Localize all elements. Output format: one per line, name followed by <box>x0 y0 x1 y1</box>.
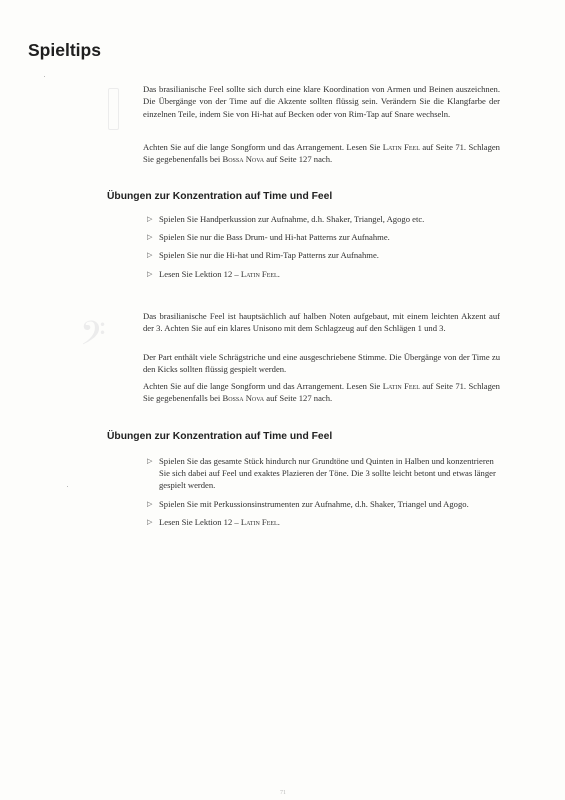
list-item: ▷ Lesen Sie Lektion 12 – Latin Feel. <box>147 516 280 527</box>
list-item: ▷ Spielen Sie mit Perkussionsinstrumenten zur Aufnahme, d.h. Shaker, Triangel und Agogo. <box>147 498 469 509</box>
list-item: ▷ Spielen Sie Handperkussion zur Aufnahme, d.h. Shaker, Triangel, Agogo etc. <box>147 214 425 224</box>
section1-paragraph-1: Das brasilianische Feel sollte sich durch eine klare Koordination von Armen und Beinen auszeichnen. Die Übergänge von der Time auf die Akzente sollten flüssig sein. Verändern Sie die Klangfarbe der einzelnen Teile, indem Sie von Hi-hat auf Becken oder von Rim-Tap auf Snare wechseln. <box>143 84 500 119</box>
exercise-list-1 <box>147 213 499 286</box>
section2-paragraph-3: Achten Sie auf die lange Songform und das Arrangement. Lesen Sie Latin Feel auf Seite 71. Schlagen Sie gegebenenfalls bei Bossa Nova auf Seite 127 nach. <box>143 381 500 404</box>
scan-speck <box>67 486 68 487</box>
triangle-bullet-icon: ▷ <box>147 233 153 242</box>
section2-paragraph-1: Das brasilianische Feel ist hauptsächlich auf halben Noten aufgebaut, mit einem leichten Akzent auf der 3. Achten Sie auf ein klares Unisono mit dem Schlagzeug auf den Schlägen 1 und 3. <box>143 311 500 334</box>
triangle-bullet-icon: ▷ <box>147 499 153 508</box>
scan-speck <box>44 76 45 77</box>
list-item: ▷ Spielen Sie nur die Bass Drum- und Hi-hat Patterns zur Aufnahme. <box>147 232 390 243</box>
page-number: 71 <box>280 790 286 796</box>
triangle-bullet-icon: ▷ <box>147 517 153 526</box>
triangle-bullet-icon: ▷ <box>147 251 153 260</box>
list-item: ▷ Spielen Sie das gesamte Stück hindurch nur Grundtöne und Quinten in Halben und konzentrieren Sie sich dabei auf Feel und exaktes Plazieren der Töne. Die 3 sollte leicht betont und etwas länger gespielt werden. <box>147 456 496 491</box>
triangle-bullet-icon: ▷ <box>147 269 153 278</box>
section2-paragraph-2: Der Part enthält viele Schrägstriche und eine ausgeschriebene Stimme. Die Übergänge von der Time zu den Kicks sollten flüssig gespielt werden. <box>143 352 500 375</box>
section-heading-1: Übungen zur Konzentration auf Time und Feel <box>107 191 333 202</box>
drum-icon <box>108 88 119 130</box>
triangle-bullet-icon: ▷ <box>147 215 153 223</box>
list-item: ▷ Spielen Sie nur die Hi-hat und Rim-Tap Patterns zur Aufnahme. <box>147 250 379 261</box>
section-heading-2: Übungen zur Konzentration auf Time und Feel <box>107 431 333 442</box>
list-item: ▷ Lesen Sie Lektion 12 – Latin Feel. <box>147 268 280 279</box>
page-title: Spieltips <box>28 40 101 60</box>
section1-paragraph-2: Achten Sie auf die lange Songform und das Arrangement. Lesen Sie Latin Feel auf Seite 71. Schlagen Sie gegebenenfalls bei Bossa Nova auf Seite 127 nach. <box>143 142 500 165</box>
triangle-bullet-icon: ▷ <box>147 457 153 465</box>
bass-clef-icon: 𝄢 <box>80 315 106 360</box>
exercise-list-2 <box>147 455 499 534</box>
